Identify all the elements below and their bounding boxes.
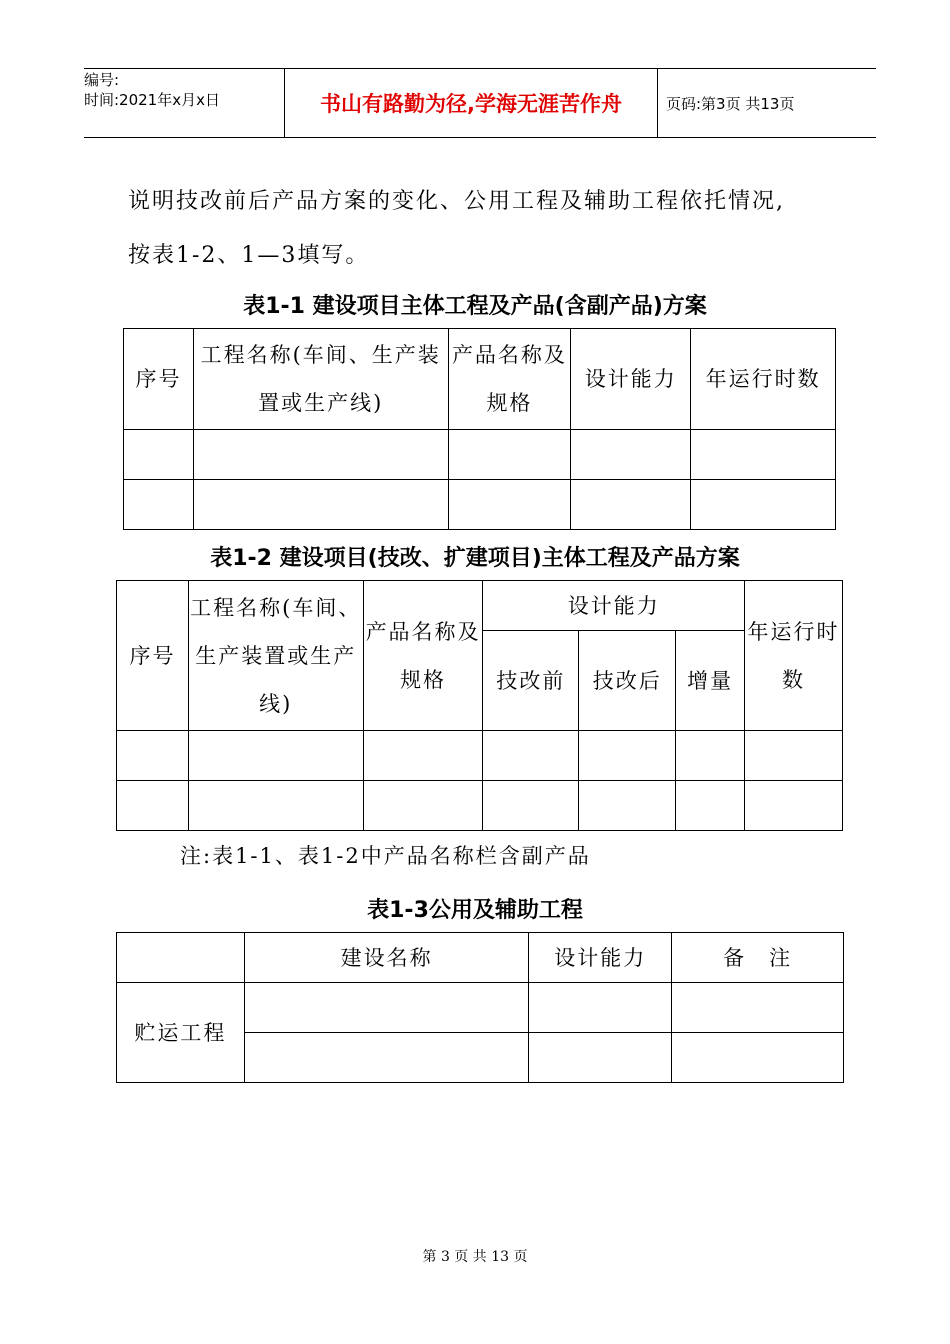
table-cell[interactable] bbox=[676, 731, 745, 781]
page-info: 页码:第3页 共13页 bbox=[666, 94, 795, 113]
table-cell[interactable] bbox=[676, 781, 745, 831]
table-cell[interactable] bbox=[483, 731, 579, 781]
table1-title: 表1-1 建设项目主体工程及产品(含副产品)方案 bbox=[243, 294, 707, 319]
table-cell[interactable] bbox=[691, 430, 836, 480]
table-cell[interactable] bbox=[117, 781, 189, 831]
table-cell[interactable] bbox=[124, 430, 194, 480]
table-row bbox=[117, 731, 843, 781]
table-cell[interactable] bbox=[244, 983, 529, 1033]
table3-row-label: 贮运工程 bbox=[117, 983, 245, 1083]
table2-header-hours: 年运行时数 bbox=[745, 581, 843, 731]
table-note: 注:表1-1、表1-2中产品名称栏含副产品 bbox=[180, 844, 591, 868]
table-cell[interactable] bbox=[579, 781, 676, 831]
table1-header-no: 序号 bbox=[124, 329, 194, 430]
page-footer: 第 3 页 共 13 页 bbox=[422, 1249, 528, 1265]
table1-header-capacity: 设计能力 bbox=[571, 329, 691, 430]
table-row bbox=[117, 781, 843, 831]
table1-header-product: 产品名称及规格 bbox=[448, 329, 571, 430]
table-cell[interactable] bbox=[188, 731, 363, 781]
table-cell bbox=[117, 933, 245, 983]
table2-header-project: 工程名称(车间、生产装置或生产线) bbox=[188, 581, 363, 731]
table2-header-no: 序号 bbox=[117, 581, 189, 731]
table3-header-name: 建设名称 bbox=[244, 933, 529, 983]
table-cell[interactable] bbox=[672, 983, 844, 1033]
table2-header-capacity: 设计能力 bbox=[483, 581, 745, 631]
doc-no-label: 编号: bbox=[84, 71, 120, 89]
table-row bbox=[124, 480, 836, 530]
table-cell[interactable] bbox=[117, 731, 189, 781]
table-cell[interactable] bbox=[188, 781, 363, 831]
table-cell[interactable] bbox=[483, 781, 579, 831]
table-cell[interactable] bbox=[745, 781, 843, 831]
table2 bbox=[116, 580, 843, 831]
table-cell[interactable] bbox=[244, 1033, 529, 1083]
table-cell[interactable] bbox=[529, 1033, 672, 1083]
intro-line-2: 按表1-2、1—3填写。 bbox=[128, 243, 370, 268]
table2-title: 表1-2 建设项目(技改、扩建项目)主体工程及产品方案 bbox=[210, 546, 740, 571]
table-cell[interactable] bbox=[745, 731, 843, 781]
table3 bbox=[116, 932, 844, 1083]
table1 bbox=[123, 328, 836, 530]
table-cell[interactable] bbox=[193, 480, 448, 530]
table-cell[interactable] bbox=[124, 480, 194, 530]
table-cell[interactable] bbox=[672, 1033, 844, 1083]
table-cell[interactable] bbox=[363, 781, 483, 831]
table3-header-capacity: 设计能力 bbox=[529, 933, 672, 983]
page-header bbox=[84, 68, 876, 138]
table1-header-hours: 年运行时数 bbox=[691, 329, 836, 430]
table-row bbox=[124, 430, 836, 480]
table1-header-row bbox=[124, 329, 836, 430]
table-cell[interactable] bbox=[363, 731, 483, 781]
table1-header-project: 工程名称(车间、生产装置或生产线) bbox=[193, 329, 448, 430]
table-cell[interactable] bbox=[691, 480, 836, 530]
intro-line-1: 说明技改前后产品方案的变化、公用工程及辅助工程依托情况, bbox=[128, 189, 785, 214]
table-cell[interactable] bbox=[448, 430, 571, 480]
table2-header-before: 技改前 bbox=[483, 631, 579, 731]
table-cell[interactable] bbox=[579, 731, 676, 781]
table-cell[interactable] bbox=[193, 430, 448, 480]
table2-header-product: 产品名称及规格 bbox=[363, 581, 483, 731]
table3-header-row bbox=[117, 933, 844, 983]
table-cell[interactable] bbox=[571, 430, 691, 480]
header-meta bbox=[84, 69, 284, 137]
header-motto: 书山有路勤为径,学海无涯苦作舟 bbox=[284, 69, 658, 137]
time-label: 时间:2021年x月x日 bbox=[84, 91, 220, 109]
table2-header-after: 技改后 bbox=[579, 631, 676, 731]
table-row bbox=[117, 983, 844, 1033]
table-cell[interactable] bbox=[529, 983, 672, 1033]
table3-header-remark: 备 注 bbox=[672, 933, 844, 983]
table-cell[interactable] bbox=[571, 480, 691, 530]
table-cell[interactable] bbox=[448, 480, 571, 530]
table3-title: 表1-3公用及辅助工程 bbox=[367, 898, 583, 923]
table2-header-row-1 bbox=[117, 581, 843, 631]
table2-header-increase: 增量 bbox=[676, 631, 745, 731]
